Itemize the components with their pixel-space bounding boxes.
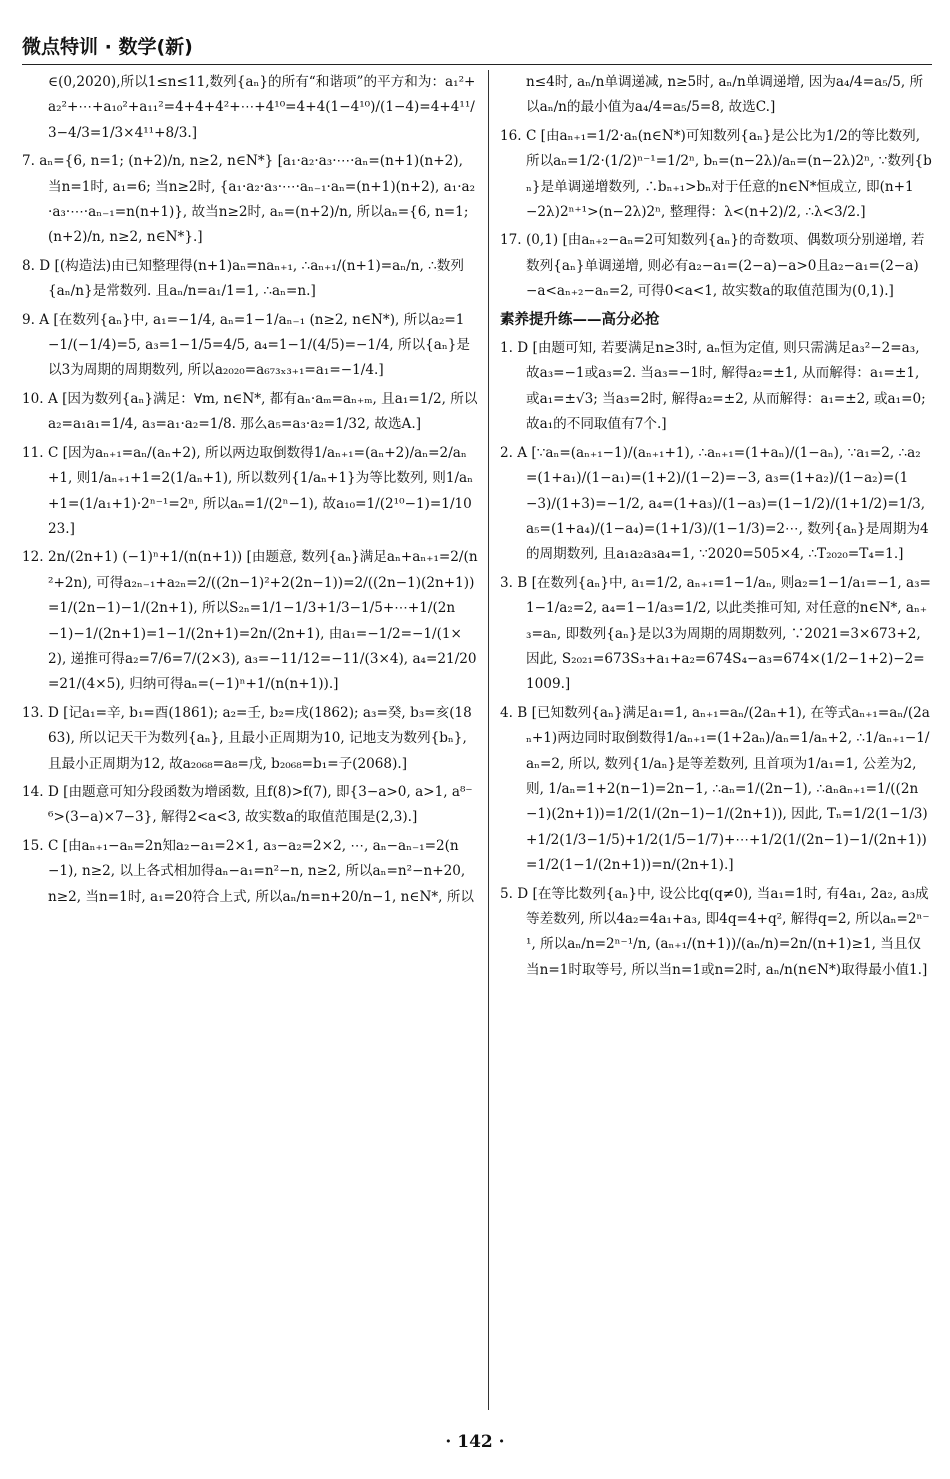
- answer-13: 13. D [记a₁=辛, b₁=酉(1861); a₂=壬, b₂=戌(1862); a₃=癸, b₃=亥(1863), 所以记天干为数列{aₙ}, 且最小正周期为10, 记地支为数列{bₙ}, 且最小正周期为12, 故a₂₀₆₈=a₈=戊, b₂₀₆₈=b₁=子(2068).]: [22, 704, 472, 772]
- column-divider: [488, 70, 489, 1410]
- left-column: [22, 70, 478, 913]
- answer-7: 7. aₙ={6, n=1; (n+2)/n, n≥2, n∈N*} [a₁·a₂·a₃·⋯·aₙ=(n+1)(n+2), 当n=1时, a₁=6; 当n≥2时, {a₁·a₂·a₃·⋯·aₙ₋₁·aₙ=(n+1)(n+2), a₁·a₂·a₃·⋯·aₙ₋₁=n(n+1)}, 故当n≥2时, aₙ=(n+2)/n, 所以aₙ={6, n=1; (n+2)/n, n≥2, n∈N*}.]: [22, 153, 476, 246]
- section-heading: 素养提升练——高分必抢: [500, 311, 660, 328]
- advanced-answer-5: 5. D [在等比数列{aₙ}中, 设公比q(q≠0), 当a₁=1时, 有4a₁, 2a₂, a₃成等差数列, 所以4a₂=4a₁+a₃, 即4q=4+q², 解得q=2, 所以aₙ=2ⁿ⁻¹, 所以aₙ/n=2ⁿ⁻¹/n, (aₙ₊₁/(n+1))/(aₙ/n)=2n/(n+1)≥1, 当且仅当n=1时取等号, 所以当n=1或n=2时, aₙ/n(n∈N*)取得最小值1.]: [500, 885, 930, 978]
- answer-8: 8. D [(构造法)由已知整理得(n+1)aₙ=naₙ₊₁, ∴aₙ₊₁/(n+1)=aₙ/n, ∴数列{aₙ/n}是常数列. 且aₙ/n=a₁/1=1, ∴aₙ=n.]: [22, 257, 464, 300]
- answer-15-continued: n≤4时, aₙ/n单调递减, n≥5时, aₙ/n单调递增, 因为a₄/4=a₅/5, 所以aₙ/n的最小值为a₄/4=a₅/5=8, 故选C.]: [526, 74, 924, 116]
- answer-15: 15. C [由aₙ₊₁−aₙ=2n知a₂−a₁=2×1, a₃−a₂=2×2, ⋯, aₙ−aₙ₋₁=2(n−1), n≥2, 以上各式相加得aₙ−a₁=n²−n, n≥2, 所以aₙ=n²−n+20, n≥2, 当n=1时, a₁=20符合上式, 所以aₙ/n=n+20/n−1, n∈N*, 所以: [22, 837, 475, 905]
- answer-12: 12. 2n/(2n+1) (−1)ⁿ+1/(n(n+1)) [由题意, 数列{aₙ}满足aₙ+aₙ₊₁=2/(n²+2n), 可得a₂ₙ₋₁+a₂ₙ=2/((2n−1)²+2(2n−1))=2/((2n−1)(2n+1))=1/(2n−1)−1/(2n+1), 所以S₂ₙ=1/1−1/3+1/3−1/5+⋯+1/(2n−1)−1/(2n+1)=1−1/(2n+1)=2n/(2n+1), 由a₁=−1/2=−1/(1×2), 递推可得a₂=7/6=7/(2×3), a₃=−11/12=−11/(3×4), a₄=21/20=21/(4×5), 归纳可得aₙ=(−1)ⁿ+1/(n(n+1)).]: [22, 549, 478, 693]
- page-header: [22, 28, 932, 65]
- answer-10: 10. A [因为数列{aₙ}满足：∀m, n∈N*, 都有aₙ·aₘ=aₙ₊ₘ, 且a₁=1/2, 所以a₂=a₁a₁=1/4, a₃=a₁·a₂=1/8. 那么a₅=a₃·a₂=1/32, 故选A.]: [22, 390, 478, 433]
- page-number: · 142 ·: [445, 1432, 505, 1452]
- book-title: 微点特训 · 数学(新): [22, 36, 193, 58]
- answer-11: 11. C [因为aₙ₊₁=aₙ/(aₙ+2), 所以两边取倒数得1/aₙ₊₁=(aₙ+2)/aₙ=2/aₙ+1, 则1/aₙ₊₁+1=2(1/aₙ+1), 所以数列{1/aₙ+1}为等比数列, 则1/aₙ+1=(1/a₁+1)·2ⁿ⁻¹=2ⁿ, 所以aₙ=1/(2ⁿ−1), 故a₁₀=1/(2¹⁰−1)=1/1023.]: [22, 444, 474, 537]
- answer-14: 14. D [由题意可知分段函数为增函数, 且f(8)>f(7), 即{3−a>0, a>1, a⁸⁻⁶>(3−a)×7−3}, 解得2<a<3, 故实数a的取值范围是(2,3).]: [22, 783, 473, 826]
- right-column: [500, 70, 932, 986]
- advanced-answer-4: 4. B [已知数列{aₙ}满足a₁=1, aₙ₊₁=aₙ/(2aₙ+1), 在等式aₙ₊₁=aₙ/(2aₙ+1)两边同时取倒数得1/aₙ₊₁=(1+2aₙ)/aₙ=1/aₙ+2, ∴1/aₙ₊₁−1/aₙ=2, 所以, 数列{1/aₙ}是等差数列, 且首项为1/a₁=1, 公差为2, 则, 1/aₙ=1+2(n−1)=2n−1, ∴aₙ=1/(2n−1), ∴aₙaₙ₊₁=1/((2n−1)(2n+1))=1/2(1/(2n−1)−1/(2n+1)), 因此, Tₙ=1/2(1−1/3)+1/2(1/3−1/5)+1/2(1/5−1/7)+⋯+1/2(1/(2n−1)−1/(2n+1))=1/2(1−1/(2n+1))=n/(2n+1).]: [500, 704, 930, 874]
- advanced-answer-2: 2. A [∵aₙ=(aₙ₊₁−1)/(aₙ₊₁+1), ∴aₙ₊₁=(1+aₙ)/(1−aₙ), ∵a₁=2, ∴a₂=(1+a₁)/(1−a₁)=(1+2)/(1−2)=−3, a₃=(1+a₂)/(1−a₂)=(1−3)/(1+3)=−1/2, a₄=(1+a₃)/(1−a₃)=(1−1/2)/(1+1/2)=1/3, a₅=(1+a₄)/(1−a₄)=(1+1/3)/(1−1/3)=2⋯, 数列{aₙ}是周期为4的周期数列, 且a₁a₂a₃a₄=1, ∵2020=505×4, ∴T₂₀₂₀=T₄=1.]: [500, 444, 929, 563]
- answer-9: 9. A [在数列{aₙ}中, a₁=−1/4, aₙ=1−1/aₙ₋₁ (n≥2, n∈N*), 所以a₂=1−1/(−1/4)=5, a₃=1−1/5=4/5, a₄=1−1/(4/5)=−1/4, 所以{aₙ}是以3为周期的周期数列, 所以a₂₀₂₀=a₆₇₃ₓ₃₊₁=a₁=−1/4.]: [22, 311, 471, 379]
- answer-entry: ∈(0,2020),所以1≤n≤11,数列{aₙ}的所有“和谐项”的平方和为：a₁²+a₂²+⋯+a₁₀²+a₁₁²=4+4+4²+⋯+4¹⁰=4+4(1−4¹⁰)/(1−4)=4+4¹¹/3−4/3=1/3×4¹¹+8/3.]: [48, 74, 476, 141]
- answer-16: 16. C [由aₙ₊₁=1/2·aₙ(n∈N*)可知数列{aₙ}是公比为1/2的等比数列, 所以aₙ=1/2·(1/2)ⁿ⁻¹=1/2ⁿ, bₙ=(n−2λ)/aₙ=(n−2λ)2ⁿ, ∵数列{bₙ}是单调递增数列, ∴bₙ₊₁>bₙ对于任意的n∈N*恒成立, 即(n+1−2λ)2ⁿ⁺¹>(n−2λ)2ⁿ, 整理得：λ<(n+2)/2, ∴λ<3/2.]: [500, 127, 932, 221]
- answer-17: 17. (0,1) [由aₙ₊₂−aₙ=2可知数列{aₙ}的奇数项、偶数项分别递增, 若数列{aₙ}单调递增, 则必有a₂−a₁=(2−a)−a>0且a₂−a₁=(2−a)−a<aₙ₊₂−aₙ=2, 可得0<a<1, 故实数a的取值范围为(0,1).]: [500, 232, 925, 300]
- advanced-answer-1: 1. D [由题可知, 若要满足n≥3时, aₙ恒为定值, 则只需满足a₃²−2=a₃, 故a₃=−1或a₃=2. 当a₃=−1时, 解得a₂=±1, 从而解得：a₁=±1, 或a₁=±√3; 当a₃=2时, 解得a₂=±2, 从而解得：a₁=±2, 或a₁=0; 故a₁的不同取值有7个.]: [500, 340, 926, 433]
- advanced-answer-3: 3. B [在数列{aₙ}中, a₁=1/2, aₙ₊₁=1−1/aₙ, 则a₂=1−1/a₁=−1, a₃=1−1/a₂=2, a₄=1−1/a₃=1/2, 以此类推可知, 对任意的n∈N*, aₙ₊₃=aₙ, 即数列{aₙ}是以3为周期的周期数列, ∵2021=3×673+2, 因此, S₂₀₂₁=673S₃+a₁+a₂=674S₄−a₃=674×(1/2−1+2)−2=1009.]: [500, 574, 931, 693]
